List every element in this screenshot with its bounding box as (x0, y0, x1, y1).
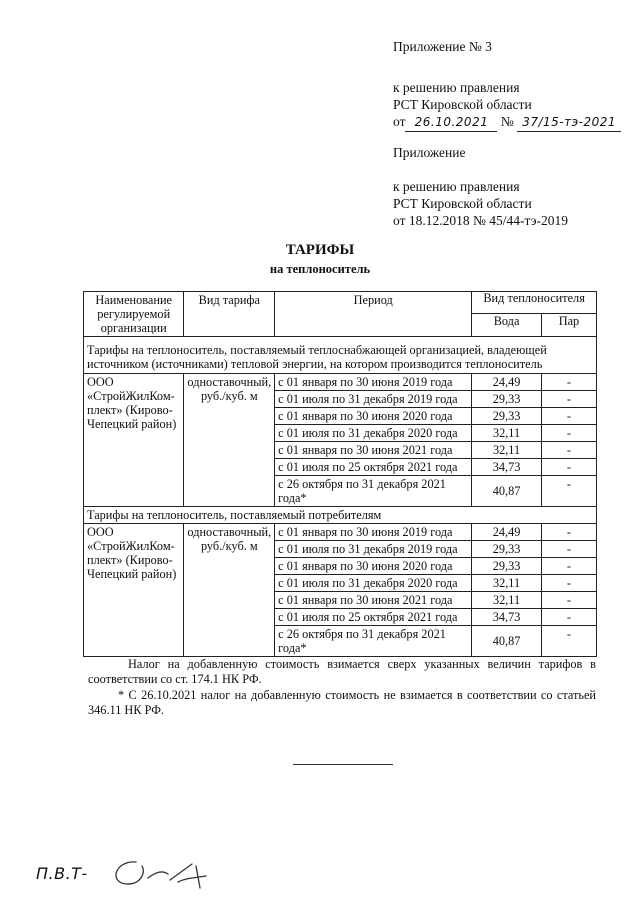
steam-value: - (541, 459, 596, 476)
authority: РСТ Кировской области (393, 97, 532, 112)
number-prefix: № (500, 114, 514, 129)
water-value: 34,73 (472, 459, 542, 476)
steam-value: - (541, 442, 596, 459)
col-header-tariff-type: Вид тарифа (184, 292, 275, 337)
period-cell: с 01 июля по 31 декабря 2020 года (275, 575, 472, 592)
col-header-period: Период (275, 292, 472, 337)
col-header-steam: Пар (541, 313, 596, 336)
water-value: 34,73 (472, 609, 542, 626)
decision-date-line-2: от 18.12.2018 № 45/44-тэ-2019 (393, 213, 568, 228)
org-name: ООО «СтройЖилКом-плект» (Кирово-Чепецкий район) (84, 524, 184, 657)
period-cell: с 01 января по 30 июня 2020 года (275, 558, 472, 575)
water-value: 29,33 (472, 558, 542, 575)
steam-value: - (541, 374, 596, 391)
water-value: 40,87 (472, 626, 542, 657)
section-caption: Тарифы на теплоноситель, поставляемый теплоснабжающей организацией, владеющей источником (источниками) тепловой энергии, на котором производится теплоноситель (84, 337, 597, 374)
tariff-type: одноставочный, руб./куб. м (184, 374, 275, 507)
period-cell: с 01 июля по 31 декабря 2019 года (275, 391, 472, 408)
period-cell: с 26 октября по 31 декабря 2021 года* (275, 626, 472, 657)
col-header-org: Наименование регулируемой организации (84, 292, 184, 337)
date-prefix: от (393, 114, 406, 129)
signature-initials: П.В.Т- (36, 864, 88, 883)
water-value: 24,49 (472, 524, 542, 541)
col-header-carrier: Вид теплоносителя (472, 292, 597, 314)
decision-date-line (393, 113, 621, 132)
doc-title: ТАРИФЫ (285, 242, 355, 258)
signature-mark (96, 852, 246, 896)
steam-value: - (541, 476, 596, 507)
table-row (84, 524, 597, 541)
footnote: * С 26.10.2021 налог на добавленную стоимость не взимается в соответствии со статьей 346.11 НК РФ. (88, 688, 596, 717)
handwritten-number: 37/15-тэ-2021 (517, 114, 621, 132)
authority-2: РСТ Кировской области (393, 196, 532, 211)
period-cell: с 01 июля по 31 декабря 2020 года (275, 425, 472, 442)
steam-value: - (541, 626, 596, 657)
vat-note: Налог на добавленную стоимость взимается сверх указанных величин тарифов в соответствии со ст. 174.1 НК РФ. (88, 657, 596, 686)
doc-subtitle: на теплоноситель (269, 262, 371, 276)
appendix2-title: Приложение (393, 145, 466, 160)
water-value: 24,49 (472, 374, 542, 391)
steam-value: - (541, 425, 596, 442)
water-value: 40,87 (472, 476, 542, 507)
divider (293, 764, 393, 765)
period-cell: с 01 июля по 31 декабря 2019 года (275, 541, 472, 558)
water-value: 32,11 (472, 575, 542, 592)
steam-value: - (541, 592, 596, 609)
steam-value: - (541, 408, 596, 425)
steam-value: - (541, 558, 596, 575)
period-cell: с 01 января по 30 июня 2021 года (275, 442, 472, 459)
water-value: 29,33 (472, 408, 542, 425)
appendix-title: Приложение № 3 (393, 39, 492, 54)
handwritten-date: 26.10.2021 (405, 114, 497, 132)
col-header-water: Вода (472, 313, 542, 336)
period-cell: с 01 июля по 25 октября 2021 года (275, 609, 472, 626)
period-cell: с 01 января по 30 июня 2019 года (275, 374, 472, 391)
water-value: 29,33 (472, 391, 542, 408)
tariff-type: одноставочный, руб./куб. м (184, 524, 275, 657)
water-value: 32,11 (472, 592, 542, 609)
water-value: 32,11 (472, 425, 542, 442)
table-row (84, 374, 597, 391)
steam-value: - (541, 541, 596, 558)
water-value: 29,33 (472, 541, 542, 558)
period-cell: с 01 января по 30 июня 2019 года (275, 524, 472, 541)
decision-ref: к решению правления (393, 80, 520, 95)
steam-value: - (541, 575, 596, 592)
steam-value: - (541, 609, 596, 626)
tariffs-table (83, 291, 597, 657)
water-value: 32,11 (472, 442, 542, 459)
period-cell: с 01 июля по 25 октября 2021 года (275, 459, 472, 476)
period-cell: с 01 января по 30 июня 2020 года (275, 408, 472, 425)
period-cell: с 01 января по 30 июня 2021 года (275, 592, 472, 609)
section-caption: Тарифы на теплоноситель, поставляемый потребителям (84, 507, 597, 524)
steam-value: - (541, 391, 596, 408)
steam-value: - (541, 524, 596, 541)
period-cell: с 26 октября по 31 декабря 2021 года* (275, 476, 472, 507)
org-name: ООО «СтройЖилКом-плект» (Кирово-Чепецкий район) (84, 374, 184, 507)
decision-ref-2: к решению правления (393, 179, 520, 194)
